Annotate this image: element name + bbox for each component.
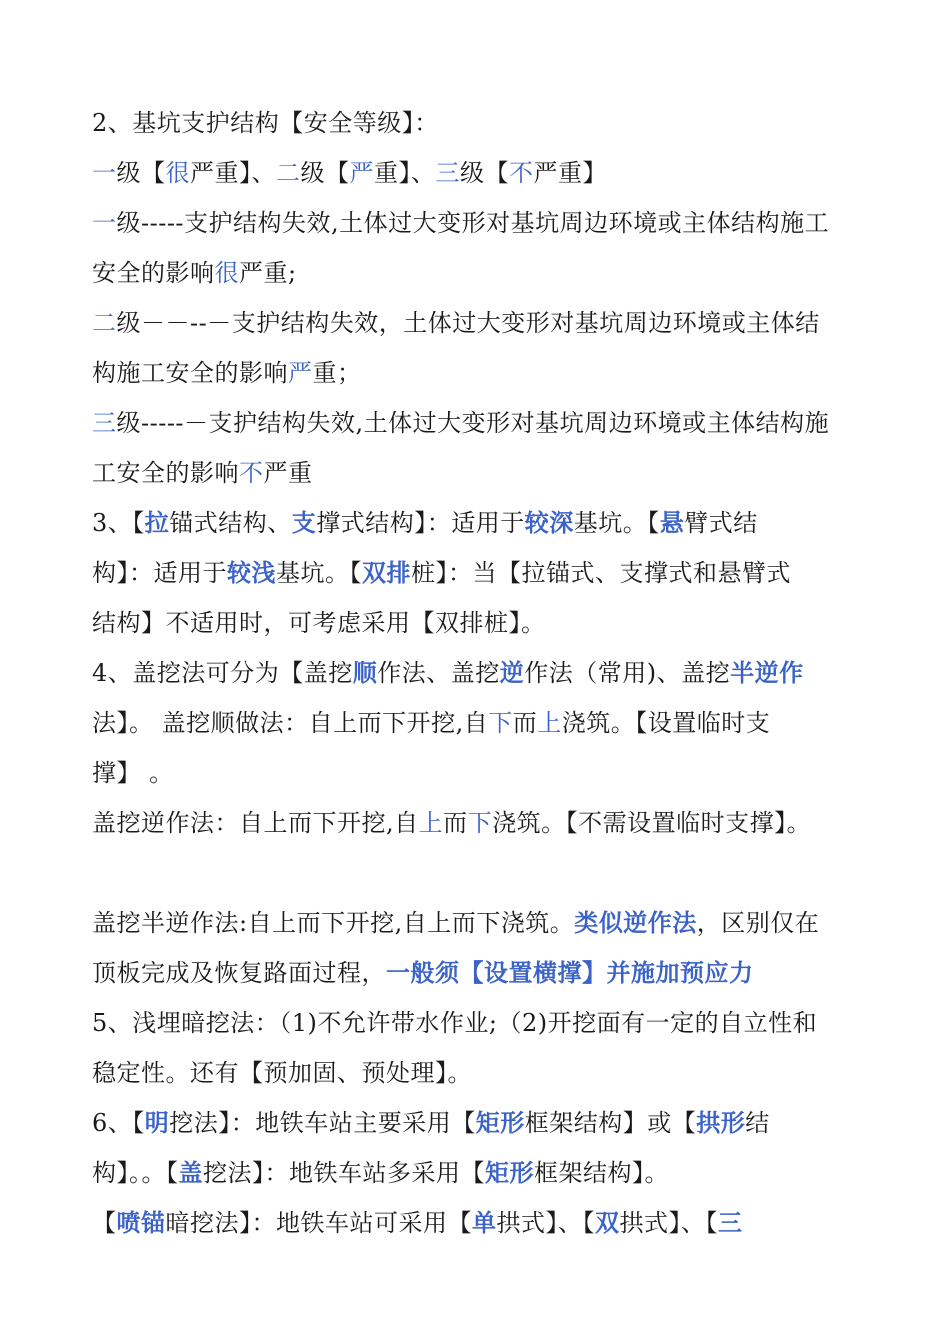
text-run: 重】、 bbox=[374, 159, 436, 187]
text-run: ，区别仅在 bbox=[696, 909, 820, 937]
text-run: 级【 bbox=[300, 159, 350, 187]
highlighted-text: 三 bbox=[435, 159, 460, 187]
text-run: 基坑。【 bbox=[276, 559, 362, 587]
text-run: 作法（常用)、盖挖 bbox=[524, 659, 731, 687]
text-run: 而 bbox=[443, 809, 468, 837]
text-run: 浇筑。【不需设置临时支撑】。 bbox=[492, 809, 812, 837]
highlighted-text: 半逆作 bbox=[730, 658, 804, 687]
highlighted-text: 双排 bbox=[362, 558, 411, 587]
highlighted-text: 拉 bbox=[144, 508, 170, 537]
text-run: 挖法】：地铁车站主要采用【 bbox=[169, 1109, 476, 1137]
highlighted-text: 严 bbox=[349, 159, 374, 187]
text-run: 顶板完成及恢复路面过程， bbox=[92, 959, 386, 987]
text-run: 严重】、 bbox=[190, 159, 276, 187]
text-run: 拱式】、【 bbox=[496, 1209, 595, 1237]
text-line bbox=[92, 508, 758, 538]
text-run: 而 bbox=[512, 709, 538, 737]
text-run: 拱式】、【 bbox=[619, 1209, 718, 1237]
highlighted-text: 逆 bbox=[499, 658, 525, 687]
highlighted-text: 悬 bbox=[659, 508, 685, 537]
text-run: 严重; bbox=[239, 259, 297, 287]
text-line bbox=[92, 1008, 817, 1038]
text-line bbox=[92, 258, 297, 288]
highlighted-text: 不 bbox=[239, 459, 264, 487]
text-run: 构】。。【 bbox=[92, 1159, 179, 1187]
highlighted-text: 矩形 bbox=[485, 1158, 534, 1187]
text-run: 构】：适用于 bbox=[92, 559, 227, 587]
text-line bbox=[92, 608, 546, 638]
text-run: 级-----支护结构失效,土体过大变形对基坑周边环境或主体结构施工 bbox=[116, 209, 830, 237]
text-run: 级【 bbox=[460, 159, 509, 187]
text-line bbox=[92, 308, 820, 338]
text-run: 结构】不适用时，可考虑采用【双排桩】。 bbox=[92, 609, 546, 637]
text-run: 结 bbox=[745, 1109, 770, 1137]
text-run: 盖挖半逆作法:自上而下开挖,自上而下浇筑。 bbox=[92, 909, 575, 937]
text-line bbox=[92, 958, 754, 988]
text-line bbox=[92, 408, 829, 438]
highlighted-text: 很 bbox=[214, 259, 239, 287]
highlighted-text: 明 bbox=[144, 1108, 170, 1137]
text-run: 挖法】：地铁车站多采用【 bbox=[203, 1159, 485, 1187]
text-run: 级-----－支护结构失效,土体过大变形对基坑周边环境或主体结构施 bbox=[116, 409, 830, 437]
text-run: 浇筑。【设置临时支 bbox=[561, 709, 771, 737]
text-line bbox=[92, 758, 174, 788]
text-line bbox=[92, 908, 819, 938]
text-run: 锚式结构、 bbox=[169, 509, 292, 537]
text-run: 严重】 bbox=[533, 159, 607, 187]
highlighted-text: 上 bbox=[537, 709, 562, 737]
text-line bbox=[92, 708, 770, 738]
text-line bbox=[92, 1208, 743, 1238]
highlighted-text: 盖 bbox=[178, 1158, 203, 1187]
highlighted-text: 类似逆作法 bbox=[574, 908, 697, 937]
highlighted-text: 下 bbox=[488, 709, 513, 737]
text-run: 桩】：当【拉锚式、支撑式和悬臂式 bbox=[411, 559, 791, 587]
text-line bbox=[92, 1158, 669, 1188]
text-run: 2、基坑支护结构【安全等级】： bbox=[92, 109, 439, 137]
text-run: 5、浅埋暗挖法：（1)不允许带水作业;（2)开挖面有一定的自立性和 bbox=[92, 1009, 818, 1037]
text-run: 撑】 。 bbox=[92, 759, 174, 787]
text-line bbox=[92, 808, 811, 838]
text-run: 框架结构】。 bbox=[534, 1159, 669, 1187]
text-line bbox=[92, 208, 829, 238]
text-line bbox=[92, 1108, 770, 1138]
text-line bbox=[92, 158, 607, 188]
highlighted-text: 顺 bbox=[352, 658, 378, 687]
text-run: 盖挖逆作法：自上而下开挖,自 bbox=[92, 809, 419, 837]
highlighted-text: 下 bbox=[467, 809, 493, 837]
text-run: 框架结构】或【 bbox=[524, 1109, 697, 1137]
text-line bbox=[92, 358, 362, 388]
highlighted-text: 单 bbox=[472, 1208, 497, 1237]
highlighted-text: 一 bbox=[92, 209, 117, 237]
highlighted-text: 一般须【设置横撑】并施加预应力 bbox=[386, 958, 754, 987]
highlighted-text: 较浅 bbox=[227, 558, 276, 587]
text-line bbox=[92, 558, 791, 588]
highlighted-text: 不 bbox=[509, 159, 534, 187]
text-run: 作法、盖挖 bbox=[377, 659, 500, 687]
text-run: 【 bbox=[92, 1209, 117, 1237]
text-run: 法】。 盖挖顺做法：自上而下开挖,自 bbox=[92, 709, 489, 737]
text-run: 级－－--－支护结构失效，土体过大变形对基坑周边环境或主体结 bbox=[116, 309, 820, 337]
highlighted-text: 二 bbox=[276, 159, 301, 187]
highlighted-text: 一 bbox=[92, 159, 117, 187]
text-run: 安全的影响 bbox=[92, 259, 215, 287]
text-run: 稳定性。还有【预加固、预处理】。 bbox=[92, 1059, 472, 1087]
text-run: 工安全的影响 bbox=[92, 459, 239, 487]
text-line bbox=[92, 108, 439, 138]
text-run: 臂式结 bbox=[684, 509, 758, 537]
text-run: 4、盖挖法可分为【盖挖 bbox=[92, 659, 353, 687]
text-run: 3、【 bbox=[92, 509, 145, 537]
highlighted-text: 很 bbox=[165, 159, 190, 187]
text-run: 构施工安全的影响 bbox=[92, 359, 288, 387]
highlighted-text: 三 bbox=[718, 1208, 743, 1237]
highlighted-text: 双 bbox=[595, 1208, 620, 1237]
highlighted-text: 拱形 bbox=[696, 1108, 746, 1137]
highlighted-text: 三 bbox=[92, 409, 117, 437]
text-line bbox=[92, 458, 313, 488]
highlighted-text: 较深 bbox=[524, 508, 574, 537]
text-line bbox=[92, 1058, 472, 1088]
text-run: 基坑。【 bbox=[573, 509, 660, 537]
text-run: 严重 bbox=[263, 459, 313, 487]
text-run: 重； bbox=[312, 359, 362, 387]
highlighted-text: 严 bbox=[288, 359, 313, 387]
text-run: 撑式结构】：适用于 bbox=[316, 509, 525, 537]
text-run: 级【 bbox=[116, 159, 166, 187]
highlighted-text: 喷锚 bbox=[116, 1208, 166, 1237]
highlighted-text: 矩形 bbox=[475, 1108, 525, 1137]
highlighted-text: 上 bbox=[418, 809, 444, 837]
text-run: 暗挖法】：地铁车站可采用【 bbox=[165, 1209, 472, 1237]
highlighted-text: 支 bbox=[291, 508, 317, 537]
text-run: 6、【 bbox=[92, 1109, 145, 1137]
text-line bbox=[92, 658, 804, 688]
highlighted-text: 二 bbox=[92, 309, 117, 337]
